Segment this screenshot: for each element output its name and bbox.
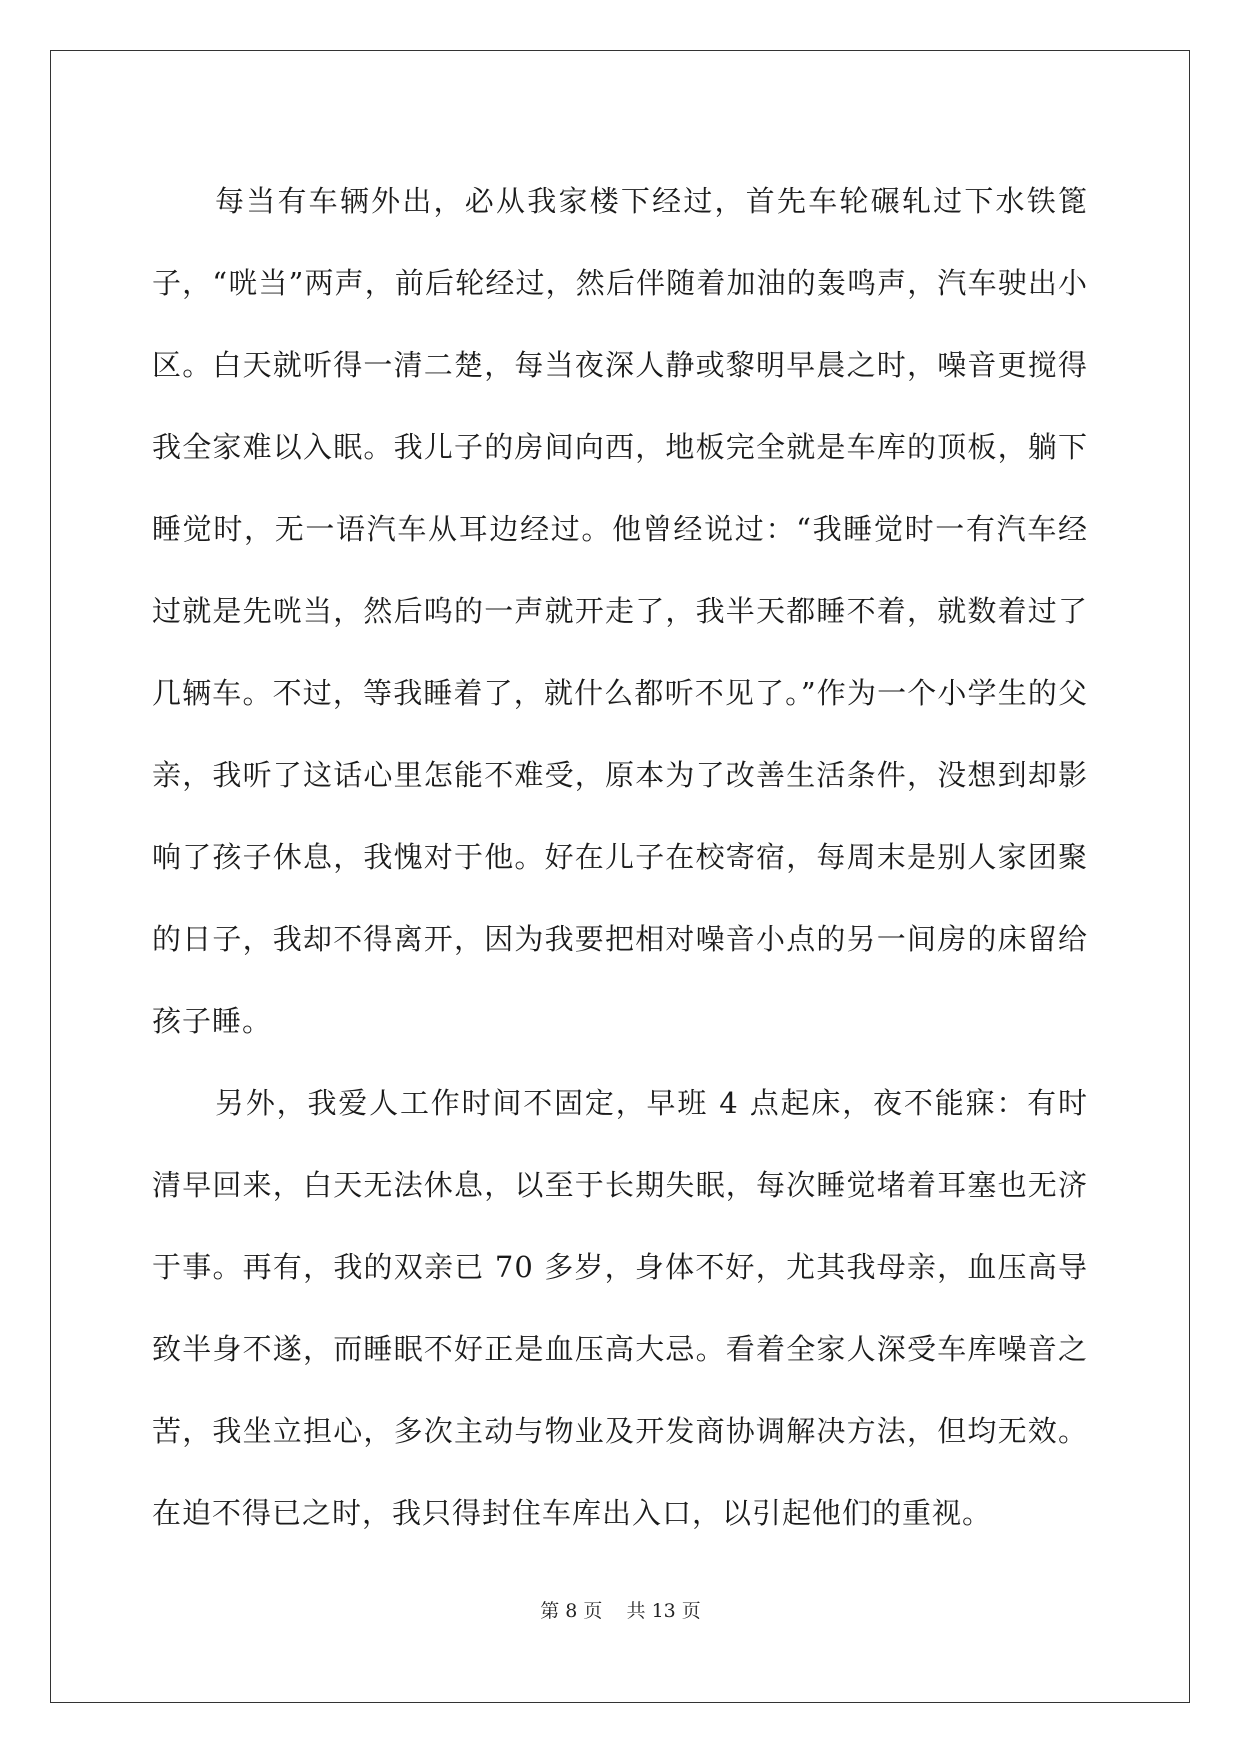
page-footer (0, 1599, 1241, 1623)
paragraph-1: 每当有车辆外出，必从我家楼下经过，首先车轮碾轧过下水铁篦子，“咣当”两声，前后轮经过，然后伴随着加油的轰鸣声，汽车驶出小区。白天就听得一清二楚，每当夜深人静或黎明早晨之时，噪音更搅得我全家难以入眠。我儿子的房间向西，地板完全就是车库的顶板，躺下睡觉时，无一语汽车从耳边经过。他曾经说过：“我睡觉时一有汽车经过就是先咣当，然后呜的一声就开走了，我半天都睡不着，就数着过了几辆车。不过，等我睡着了，就什么都听不见了。”作为一个小学生的父亲，我听了这话心里怎能不难受，原本为了改善生活条件，没想到却影响了孩子休息，我愧对于他。好在儿子在校寄宿，每周末是别人家团聚的日子，我却不得离开，因为我要把相对噪音小点的另一间房的床留给孩子睡。 (152, 184, 1088, 1038)
page-number-label: 第 8 页 共 13 页 (540, 1600, 701, 1622)
paragraph-2: 另外，我爱人工作时间不固定，早班 4 点起床，夜不能寐：有时清早回来，白天无法休息，以至于长期失眠，每次睡觉堵着耳塞也无济于事。再有，我的双亲已 70 多岁，身体不好，尤其我母亲，血压高导致半身不遂，而睡眠不好正是血压高大忌。看着全家人深受车库噪音之苦，我坐立担心，多次主动与物业及开发商协调解决方法，但均无效。在迫不得已之时，我只得封住车库出入口，以引起他们的重视。 (152, 1086, 1088, 1530)
document-body (152, 160, 1088, 1554)
